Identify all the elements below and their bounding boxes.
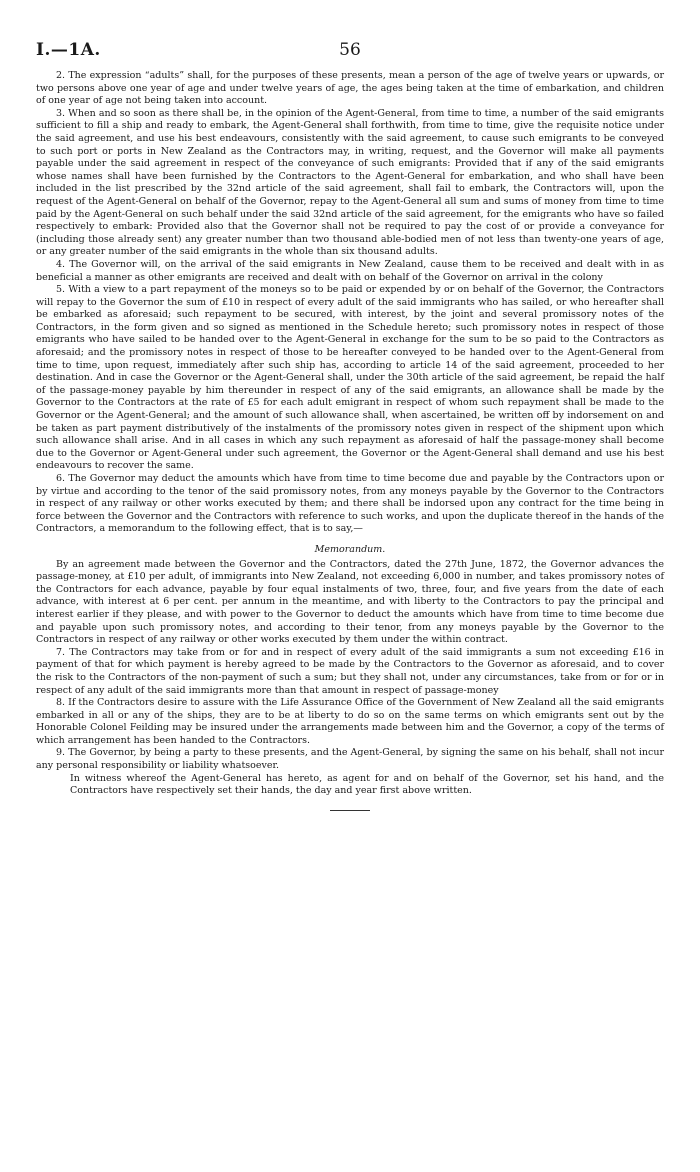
closing-rule bbox=[330, 810, 370, 811]
paragraph-7: 7. The Contractors may take from or for and in respect of every adult of the said immigrants a sum not exceeding £16 in payment of that for which payment is hereby agreed to be made by the Contractors to the Governor as aforesaid, and to cover the risk to the Contractors of the non-payment of such a sum; but they shall not, under any circumstances, take from or for or in respect of any adult of the said immigrants more than that amount in respect of passage-money bbox=[36, 646, 664, 696]
document-body bbox=[36, 70, 664, 811]
page-header bbox=[36, 40, 664, 66]
paragraph-2: 2. The expression “adults” shall, for the purposes of these presents, mean a person of the age of twelve years or upwards, or two persons above one year of age and under twelve years of age, the ages being taken at the time of embarkation, and children of one year of age not being taken into account. bbox=[36, 70, 664, 107]
paragraph-6: 6. The Governor may deduct the amounts which have from time to time become due and payable by the Contractors upon or by virtue and according to the tenor of the said promissory notes, from any moneys payable by the Governor to the Contractors in respect of any railway or other works executed by them; and there shall be indorsed upon any contract for the time being in force between the Governor and the Contractors with reference to such works, and upon the duplicate thereof in the hands of the Contractors, a memorandum to the following effect, that is to say,— bbox=[36, 473, 664, 535]
paragraph-5: 5. With a view to a part repayment of the moneys so to be paid or expended by or on behalf of the Governor, the Contractors will repay to the Governor the sum of £10 in respect of every adult of the said immigrants who has sailed, or who hereafter shall be embarked as aforesaid; such repayment to be secured, with interest, by the joint and several promissory notes of the Contractors, in the form given and so signed as mentioned in the Schedule hereto; such promissory notes in respect of those emigrants who have sailed to be handed over to the Agent-General in exchange for the sum to be so paid to the Contractors as aforesaid; and the promissory notes in respect of those to be hereafter conveyed to be handed over to the Agent-General from time to time, upon request, immediately after such ship has, according to article 14 of the said agreement, proceeded to her destination. And in case the Governor or the Agent-General shall, under the 30th article of the said agreement, be repaid the half of the passage-money payable by him thereunder in respect of any of the said emigrants, an allowance shall be made by the Governor to the Contractors at the rate of £5 for each adult emigrant in respect of whom such repayment shall be made to the Governor or the Agent-General; and the amount of such allowance shall, when ascertained, be written off by indorsement on and be taken as part payment distributively of the instalments of the promissory notes given in respect of the shipment upon which such allowance shall arise. And in all cases in which any such repayment as aforesaid of half the passage-money shall become due to the Governor or Agent-General under such agreement, the Governor or the Agent-General shall demand and use his best endeavours to recover the same. bbox=[36, 284, 664, 472]
paragraph-8: 8. If the Contractors desire to assure with the Life Assurance Office of the Government of New Zealand all the said emigrants embarked in all or any of the ships, they are to be at liberty to do so on the same terms on which emigrants sent out by the Honorable Colonel Feilding may be insured under the arrangements made between him and the Governor, a copy of the terms of which arrangement has been handed to the Contractors. bbox=[36, 697, 664, 746]
memorandum-text: By an agreement made between the Governor and the Contractors, dated the 27th June, 1872, the Governor advances the passage-money, at £10 per adult, of immigrants into New Zealand, not exceeding 6,000 in number, and takes promissory notes of the Contractors for each advance, payable by four equal instalments of two, three, four, and five years from the date of each advance, with interest at 6 per cent. per annum in the meantime, and with liberty to the Contractors to pay the principal and interest earlier if they please, and with power to the Governor to deduct the amounts which have from time to time become due and payable upon such promissory notes, and according to their tenor, from any moneys payable by the Governor to the Contractors in respect of any railway or other works executed by them under the within contract. bbox=[36, 558, 664, 646]
page-number: 56 bbox=[339, 40, 361, 60]
witness-clause: In witness whereof the Agent-General has hereto, as agent for and on behalf of the Governor, set his hand, and the Contractors have respectively set their hands, the day and year first above written. bbox=[70, 772, 664, 797]
paragraph-3: 3. When and so soon as there shall be, in the opinion of the Agent-General, from time to time, a number of the said emigrants sufficient to fill a ship and ready to embark, the Agent-General shall forthwith, from time to time, give the requisite notice under the said agreement, and use his best endeavours, consistently with the said agreement, to cause such emigrants to be conveyed to such port or ports in New Zealand as the Contractors may, in writing, request, and the Governor will make all payments payable under the said agreement in respect of the conveyance of such emigrants: Provided that if any of the said emigrants whose names shall have been furnished by the Contractors to the Agent-General for embarkation, and who shall have been included in the list prescribed by the 32nd article of the said agreement, shall fail to embark, the Contractors will, upon the request of the Agent-General on behalf of the Governor, repay to the Agent-General all sum and sums of money from time to time paid by the Agent-General on such behalf under the said 32nd article of the said agreement, for the emigrants who have so failed respectively to embark: Provided also that the Governor shall not be required to pay the cost of or provide a conveyance for (including those already sent) any greater number than two thousand able-bodied men of not less than twenty-one years of age, or any greater number of the said emigrants in the whole than six thousand adults. bbox=[36, 107, 664, 258]
memorandum-title: Memorandum. bbox=[314, 543, 386, 555]
document-reference: I.—1A. bbox=[36, 40, 101, 60]
paragraph-9: 9. The Governor, by being a party to these presents, and the Agent-General, by signing the same on his behalf, shall not incur any personal responsibility or liability whatsoever. bbox=[36, 747, 664, 772]
paragraph-4: 4. The Governor will, on the arrival of the said emigrants in New Zealand, cause them to be received and dealt with in as beneficial a manner as other emigrants are received and dealt with on behalf of the Governor on arrival in the colony bbox=[36, 258, 664, 283]
